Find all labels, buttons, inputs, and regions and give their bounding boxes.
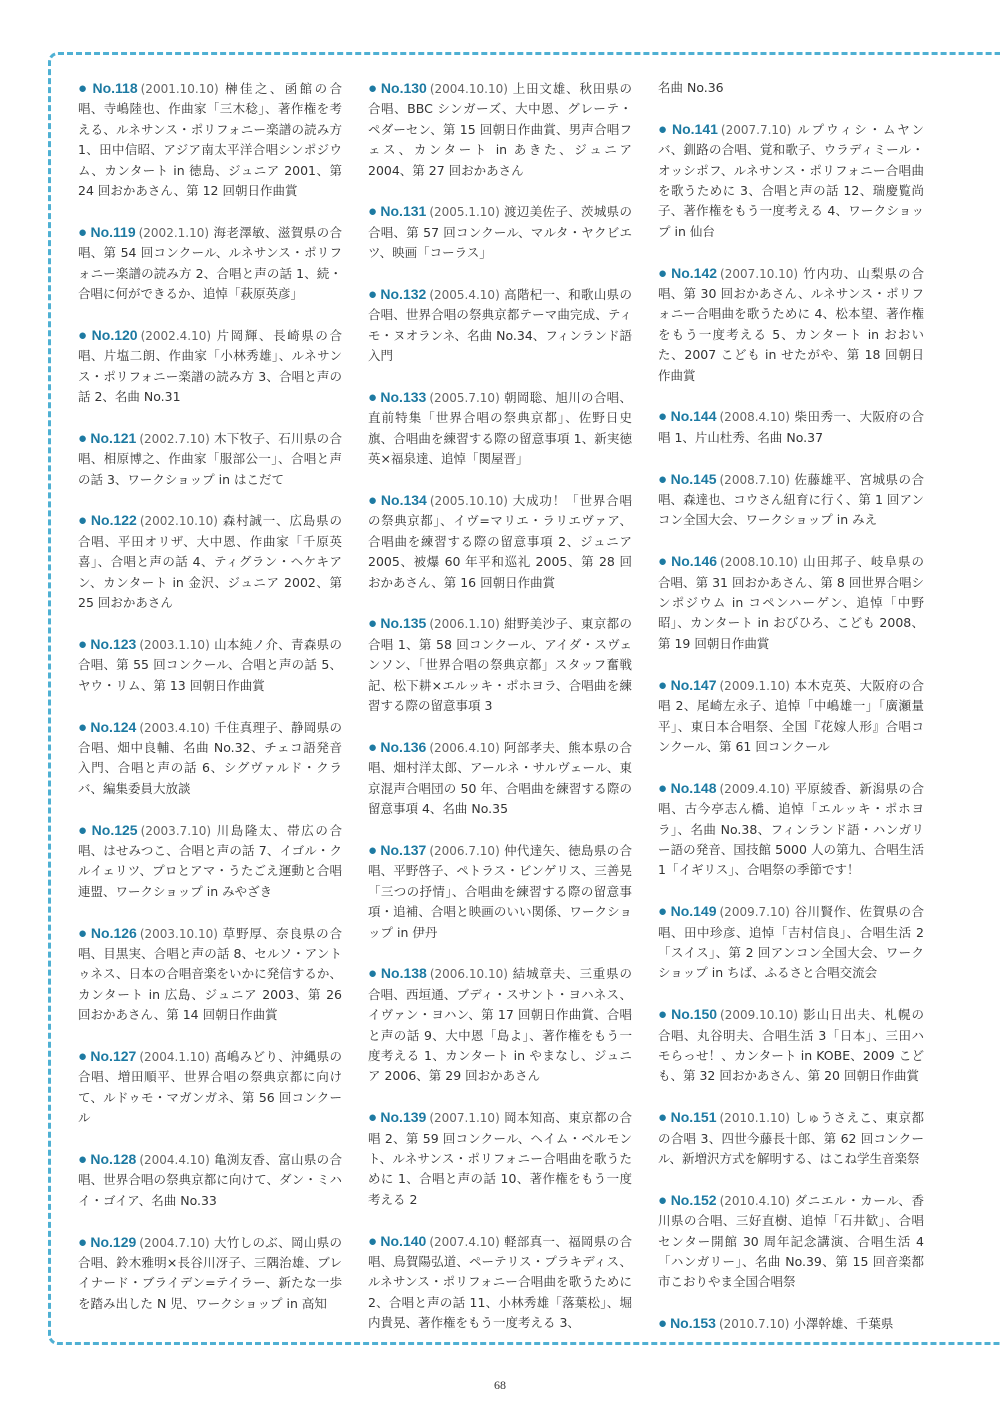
issue-date: (2008.7.10) [719,472,790,487]
issue-date: (2006.10.10) [429,967,508,982]
issue-number: ● No.140 [368,1233,426,1249]
index-entry [78,820,342,903]
issue-contents: しゅうさえこ、東京都の合唱 3、四世今藤長十郎、第 62 回コンクール、新増沢方式を解明する、はこね学生音楽祭 [658,1110,924,1166]
index-entry [658,406,924,448]
issue-number: ● No.141 [658,121,718,137]
index-entry [658,778,924,881]
issue-date: (2004.4.10) [139,1152,210,1167]
index-entry [78,78,342,201]
issue-date: (2003.7.10) [140,823,212,838]
issue-contents: ルプウィシ・ムヤンバ、釧路の合唱、覚和歌子、ウラディミール・オッシポフ、ルネサンス・ポリフォニー合唱曲を歌うために 3、合唱と声の話 12、瑞慶覧尚子、著作権をもう一度考える 4、ワークショップ in 仙台 [658,121,924,239]
issue-number: ● No.132 [368,286,426,302]
issue-date: (2007.10.10) [720,266,799,281]
issue-date: (2004.7.10) [139,1235,210,1250]
index-entry [78,222,342,305]
issue-number: ● No.123 [78,636,136,652]
issue-date: (2010.4.10) [719,1193,791,1208]
issue-contents: 上田文雄、秋田県の合唱、BBC シンガーズ、大中恩、グレーテ・ペダーセン、第 15 回朝日作曲賞、男声合唱フェス、カンタート in あきた、ジュニア 2004、第 27 回おかあさん [368,81,632,178]
issue-number: ● No.146 [658,553,717,569]
issue-contents: 海老澤敏、滋賀県の合唱、第 54 回コンクール、ルネサンス・ポリフォニー楽譜の読み方 2、合唱と声の話 1、続・合唱に何ができるか、追悼「萩原英彦」 [78,224,342,302]
index-entry [368,78,632,181]
index-entry [78,634,342,696]
issue-number: ● No.133 [368,389,426,405]
index-entry [658,263,924,386]
issue-number: ● No.129 [78,1234,136,1250]
issue-contents: 佐藤雄平、宮城県の合唱、森達也、コウさん紐育に行く、第 1 回アンコン全国大会、ワークショップ in みえ [658,471,924,528]
issue-date: (2006.1.10) [429,617,500,632]
issue-contents: 朝岡聡、旭川の合唱、直前特集「世界合唱の祭典京都」、佐野日史旗、合唱曲を練習する際の留意事項 1、新実徳英×福泉達、追悼「関屋晋」 [368,390,632,467]
issue-contents: 森村誠一、広島県の合唱、平田オリザ、大中恩、作曲家「千原英喜」、合唱と声の話 4、ティグラン・ヘケキアン、カンタート in 金沢、ジュニア 2002、第 25 回おかあさん [78,513,342,611]
issue-contents: 大成功！「世界合唱の祭典京都」、イヴ=マリエ・ラリエヴァア、合唱曲を練習する際の留意事項 2、ジュニア 2005、被爆 60 年平和巡礼 2005、第 28 回おかあさん、第 16 回朝日作曲賞 [368,493,632,590]
issue-contents: 岡本知高、東京都の合唱 2、第 59 回コンクール、ヘイム・ベルモント、ルネサンス・ポリフォニー合唱曲を歌うために 1、合唱と声の話 10、著作権をもう一度考える 2 [368,1110,632,1207]
issue-contents: 川島隆太、帯広の合唱、はせみつこ、合唱と声の話 7、イゴル・クルイェリツ、プロとアマ・うたごえ運動と合唱連盟、ワークショップ in みやざき [78,822,342,899]
issue-contents: 渡辺美佐子、茨城県の合唱、第 57 回コンクール、マルタ・ヤクビエツ、映画「コーラス」 [368,204,632,261]
issue-number: ● No.144 [658,408,717,424]
issue-date: (2003.1.10) [139,637,210,652]
issue-contents: 平原綾香、新潟県の合唱、古今亭志ん橋、追悼「エルッキ・ポホヨラ」、名曲 No.38、フィンランド語・ハンガリー語の発音、国技館 5000 人の第九、合唱生活 1「イギリス」、合唱祭の季節です！ [658,780,924,878]
issue-date: (2003.4.10) [139,720,210,735]
index-entry [658,1004,924,1087]
index-entry [78,1046,342,1129]
issue-date: (2006.4.10) [429,740,500,755]
issue-contents: 竹内功、山梨県の合唱、第 30 回おかあさん、ルネサンス・ポリフォニー合唱曲を歌うために 4、松本望、著作権をもう一度考える 5、カンタート in おおいた、2007 こども in せたがや、第 18 回朝日作曲賞 [658,265,924,383]
issue-number: ● No.128 [78,1151,136,1167]
index-entry [368,201,632,263]
issue-number: ● No.126 [78,925,137,941]
issue-number: ● No.142 [658,265,717,281]
issue-contents: 谷川賢作、佐賀県の合唱、田中珍彦、追悼「吉村信良」、合唱生活 2「スイス」、第 2 回アンコン全国大会、ワークショップ in ちば、ふるさと合唱交流会 [658,904,924,981]
issue-date: (2003.10.10) [139,926,218,941]
issue-date: (2004.10.10) [429,82,508,96]
issue-number: ● No.148 [658,780,717,796]
issue-date: (2008.10.10) [720,555,799,570]
issue-date: (2008.4.10) [719,410,790,425]
issue-contents: 片岡輝、長崎県の合唱、片塩二朗、作曲家「小林秀雄」、ルネサンス・ポリフォニー楽譜の読み方 3、合唱と声の話 2、名曲 No.31 [78,327,342,405]
issue-number: ● No.153 [658,1315,716,1331]
issue-number: ● No.149 [658,903,717,919]
issue-date: (2006.7.10) [429,843,500,858]
issue-contents: 紺野美沙子、東京都の合唱 1、第 58 回コンクール、アイダ・スヴェンソン、「世界合唱の祭典京都」スタッフ奮戦記、松下耕×エルッキ・ポホヨラ、合唱曲を練習する際の留意事項 3 [368,616,632,714]
index-entry [368,1231,632,1334]
index-entry [78,1149,342,1211]
issue-date: (2007.1.10) [429,1111,500,1126]
issue-date: (2009.10.10) [720,1008,799,1023]
issue-number: ● No.136 [368,739,426,755]
index-entry [658,901,924,984]
issue-contents: 影山日出夫、札幌の合唱、丸谷明夫、合唱生活 3「日本」、三田ハモらっせ！、カンタート in KOBE、2009 こども、第 32 回おかあさん、第 20 回朝日作曲賞 [658,1007,924,1084]
issue-contents: 小澤幹雄、千葉県 [793,1316,894,1332]
index-entry [78,510,342,613]
issue-contents: 仲代達矢、徳島県の合唱、平野啓子、ペトラス・ビンゲリス、三善晃「三つの抒情」、合唱曲を練習する際の留意事項・追補、合唱と映画のいい関係、ワークショップ in 伊丹 [368,842,632,940]
column-2 [368,78,632,1354]
issue-number: ● No.147 [658,677,717,693]
issue-contents: 結城章夫、三重県の合唱、西垣通、ブディ・スサント・ヨハネス、イヴァン・ヨハン、第 17 回朝日作曲賞、合唱と声の話 9、大中恩「島よ」、著作権をもう一度考える 1、カンタート in やまなし、ジュニア 2006、第 29 回おかあさん [368,966,632,1084]
index-entry [658,1313,924,1334]
issue-contents: 榊佳之、函館の合唱、寺嶋陸也、作曲家「三木稔」、著作権を考える、ルネサンス・ポリフォニー楽譜の読み方 1、田中信昭、アジア南太平洋合唱シンポジウム、カンタート in 徳島、ジュニア 2001、第 24 回おかあさん、第 12 回朝日作曲賞 [78,81,342,199]
issue-date: (2007.7.10) [720,122,792,137]
issue-number: ● No.139 [368,1109,426,1125]
issue-date: (2002.4.10) [140,328,212,343]
issue-number: ● No.145 [658,471,717,487]
issue-date: (2001.10.10) [140,82,219,96]
issue-date: (2002.10.10) [139,514,218,529]
issue-date: (2010.1.10) [719,1111,790,1126]
issue-number: ● No.151 [658,1109,717,1125]
issue-number: ● No.131 [368,203,426,219]
issue-date: (2004.1.10) [139,1049,210,1064]
index-entry [78,717,342,800]
index-entry [78,325,342,408]
index-entry [368,613,632,716]
issue-date: (2010.7.10) [718,1317,790,1332]
issue-date: (2007.4.10) [429,1234,500,1249]
issue-date: (2009.7.10) [719,905,790,920]
index-entry [368,1107,632,1210]
index-entry [78,1232,342,1315]
index-entry [658,119,924,242]
issue-number: ● No.138 [368,965,427,981]
issue-number: ● No.150 [658,1006,717,1022]
issue-contents: 木下牧子、石川県の合唱、相原博之、作曲家「服部公一」、合唱と声の話 3、ワークショップ in はこだて [78,430,342,487]
index-entry [78,923,342,1026]
index-entry [658,1107,924,1169]
issue-number: ● No.122 [78,512,137,528]
issue-number: ● No.127 [78,1048,136,1064]
issue-contents: 大竹しのぶ、岡山県の合唱、鈴木雅明×長谷川冴子、三隅治雄、ブレイナード・ブライデン=テイラー、新たな一歩を踏み出した N 児、ワークショップ in 高知 [78,1234,342,1311]
index-entry [658,469,924,531]
issue-date: (2009.4.10) [719,781,790,796]
issue-date: (2005.4.10) [429,288,500,303]
column-3 [658,78,924,1355]
issue-contents: 亀渕友香、富山県の合唱、世界合唱の祭典京都に向けて、ダン・ミハイ・ゴイア、名曲 No.33 [78,1151,342,1208]
continuation-text: 名曲 No.36 [658,80,724,95]
issue-date: (2002.7.10) [139,431,210,446]
issue-contents: 山田邦子、岐阜県の合唱、第 31 回おかあさん、第 8 回世界合唱シンポジウム in コペンハーゲン、追悼「中野昭」、カンタート in おびひろ、こども 2008、第 19 回朝日作曲賞 [658,554,924,651]
issue-contents: 本木克英、大阪府の合唱 2、尾崎左永子、追悼「中嶋雄一」「廣瀬量平」、東日本合唱祭、全国『花嫁人形』合唱コンクール、第 61 回コンクール [658,677,924,754]
issue-date: (2005.1.10) [429,205,500,220]
issue-contents: 高階杞一、和歌山県の合唱、世界合唱の祭典京都テーマ曲完成、ティモ・ヌオランネ、名曲 No.34、フィンランド語入門 [368,287,632,364]
index-entry [368,840,632,943]
issue-number: ● No.125 [78,822,138,838]
issue-number: ● No.152 [658,1192,717,1208]
issue-contents: 柴田秀一、大阪府の合唱 1、片山杜秀、名曲 No.37 [658,409,924,445]
index-entry [368,387,632,470]
index-entry [658,551,924,654]
issue-contents: 阿部孝夫、熊本県の合唱、畑村洋太郎、アールネ・サルヴェール、東京混声合唱団の 50 年、合唱曲を練習する際の留意事項 4、名曲 No.35 [368,739,632,817]
index-entry [78,428,342,490]
index-entry [368,737,632,820]
column-1 [78,78,342,1335]
issue-number: ● No.118 [78,80,138,96]
issue-date: (2002.1.10) [138,225,210,240]
issue-number: ● No.130 [368,80,427,96]
issue-contents: 山本純ノ介、青森県の合唱、第 55 回コンクール、合唱と声の話 5、ヤウ・リム、第 13 回朝日作曲賞 [78,636,342,693]
index-entry [658,1190,924,1293]
issue-number: ● No.119 [78,224,136,240]
index-entry [658,675,924,758]
issue-date: (2005.10.10) [429,494,508,509]
issue-contents: 千住真理子、静岡県の合唱、畑中良輔、名曲 No.32、チェコ語発音入門、合唱と声の話 6、シグヴァルド・クラバ、編集委員大放談 [78,719,342,796]
issue-number: ● No.121 [78,430,136,446]
issue-contents: 草野厚、奈良県の合唱、目黒実、合唱と声の話 8、セルソ・アントゥネス、日本の合唱音楽をいかに発信するか、カンタート in 広島、ジュニア 2003、第 26 回おかあさん、第 14 回朝日作曲賞 [78,925,342,1023]
issue-number: ● No.137 [368,842,426,858]
issue-date: (2009.1.10) [719,678,790,693]
issue-contents: ダニエル・カール、香川県の合唱、三好直樹、追悼「石井歓」、合唱センター開館 30 周年記念講演、合唱生活 4「ハンガリー」、名曲 No.39、第 15 回音楽都市こおりやま全国合唱祭 [658,1192,924,1290]
index-entry [368,490,632,593]
index-entry [368,284,632,367]
page-number: 68 [494,1378,506,1392]
issue-date: (2005.7.10) [429,391,500,406]
issue-contents: 軽部真一、福岡県の合唱、鳥賀陽弘道、ペーテリス・プラキディス、ルネサンス・ポリフォニー合唱曲を歌うために 2、合唱と声の話 11、小林秀雄「落葉松」、堀内貴晃、著作権をもう一度考える 3、 [368,1233,632,1331]
issue-contents: 髙嶋みどり、沖縄県の合唱、増田順平、世界合唱の祭典京都に向けて、ルドゥモ・マガンガネ、第 56 回コンクール [78,1048,342,1126]
index-entry [368,963,632,1086]
issue-number: ● No.120 [78,327,138,343]
issue-number: ● No.135 [368,615,426,631]
issue-number: ● No.134 [368,492,427,508]
issue-number: ● No.124 [78,719,136,735]
